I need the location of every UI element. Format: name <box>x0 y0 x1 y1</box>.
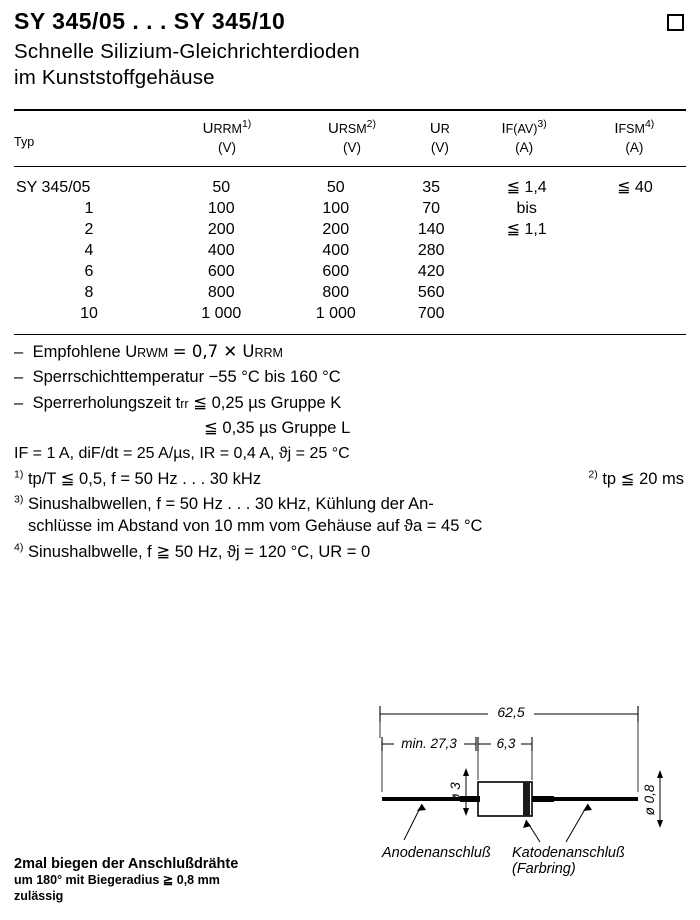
spec-table-body <box>14 167 686 334</box>
bending-note <box>14 855 238 904</box>
cell-ursm: 200 <box>322 220 350 238</box>
column-header-ur: UR (V) <box>429 120 450 156</box>
table-row <box>14 177 686 198</box>
page-subtitle <box>14 39 686 91</box>
dim-label-min-wire: min. 27,3 <box>401 736 457 751</box>
notes-block <box>14 341 686 561</box>
cathode-color-ring <box>523 782 530 816</box>
footnote-4-marker: 4) <box>14 541 24 554</box>
note-test-conditions: IF = 1 A, diF/dt = 25 A/µs, IR = 0,4 A, ϑj = 25 °C <box>14 444 350 462</box>
label-cathode-sub: (Farbring) <box>512 861 576 877</box>
cell-urrm: 800 <box>207 283 235 301</box>
if-av-line-1: ≦ 1,4 <box>506 178 547 196</box>
table-spacer <box>14 324 686 334</box>
dash-bullet: – <box>14 368 24 387</box>
cell-ursm: 800 <box>322 283 350 301</box>
header <box>14 0 686 35</box>
subtitle-line-2: im Kunststoffgehäuse <box>14 66 215 90</box>
package-drawing-svg <box>360 700 690 880</box>
cell-typ: 4 <box>84 241 94 259</box>
cell-ursm: 1 000 <box>315 304 356 322</box>
table-header-row <box>14 111 686 158</box>
footnote-1: $^{1)}$ tp/T ≦ 0,5, f = 50 Hz . . . 30 kHz $^{2)}$ tp ≦ 20 ms <box>14 468 684 488</box>
note-recommended-urwm: – Empfohlene URWM = 0,7 ✕ URRM <box>14 341 283 361</box>
dim-label-body-dia: ø 3 <box>448 782 463 802</box>
cell-typ: 10 <box>80 304 98 322</box>
footnote-3: $^{3)}$ Sinushalbwellen, f = 50 Hz . . . 30 kHz, Kühlung der An- schlüsse im Abstand von 10 mm vom Gehäuse auf ϑa = 45 °C <box>14 493 483 535</box>
subtitle-line-1: Schnelle Silizium-Gleichrichterdioden <box>14 40 360 63</box>
bending-note-line-2: um 180° mit Biegeradius ≧ 0,8 mm <box>14 873 220 888</box>
cell-ur: 35 <box>422 178 441 196</box>
cell-urrm: 600 <box>207 262 235 280</box>
cell-ursm: 50 <box>326 178 345 196</box>
package-drawing <box>360 700 690 880</box>
footnote-2: $^{2)}$ tp ≦ 20 ms <box>588 468 684 488</box>
dash-bullet: – <box>14 393 24 412</box>
cell-ursm: 600 <box>322 262 350 280</box>
column-header-typ: Typ <box>14 135 35 150</box>
footnote-4: $^{4)}$ Sinushalbwelle, f ≧ 50 Hz, ϑj = 120 °C, UR = 0 <box>14 541 371 561</box>
cell-ur: 560 <box>417 283 445 301</box>
cell-typ: 2 <box>84 220 94 238</box>
column-header-urrm: URRM$^{1)}$ (V) <box>202 118 252 156</box>
footnote-2-marker: 2) <box>588 468 598 481</box>
column-header-if-av: IF(AV)$^{3)}$ (A) <box>501 118 547 156</box>
cell-urrm: 1 000 <box>201 304 242 322</box>
spec-table <box>14 111 686 158</box>
cell-typ: SY 345/05 <box>16 178 91 196</box>
bending-note-line-1: 2mal biegen der Anschlußdrähte <box>14 856 239 872</box>
cell-if-av <box>469 177 584 324</box>
label-anode: Anodenanschluß <box>382 845 491 861</box>
note-junction-temperature: – Sperrschichttemperatur −55 °C bis 160 °C <box>14 368 341 387</box>
cell-typ: 1 <box>84 199 94 217</box>
cell-urrm: 400 <box>207 241 235 259</box>
dim-label-wire-dia: ø 0,8 <box>642 784 657 816</box>
label-cathode: Katodenanschluß <box>512 845 625 861</box>
cell-ursm: 100 <box>322 199 350 217</box>
page-title: SY 345/05 . . . SY 345/10 <box>14 8 286 34</box>
footnote-1-marker: 1) <box>14 468 24 481</box>
cell-urrm: 50 <box>212 178 231 196</box>
dash-bullet: – <box>14 342 24 361</box>
note-recovery-time-k: – Sperrerholungszeit trr ≦ 0,25 µs Gruppe K <box>14 393 342 412</box>
if-av-line-3: ≦ 1,1 <box>506 220 547 238</box>
cell-ur: 700 <box>417 304 445 322</box>
cell-ursm: 400 <box>322 241 350 259</box>
table-spacer <box>14 167 686 177</box>
cell-ifsm: ≦ 40 <box>617 178 653 196</box>
cell-ur: 70 <box>422 199 441 217</box>
dim-label-total: 62,5 <box>497 704 525 720</box>
cell-ur: 140 <box>417 220 445 238</box>
divider-table-bottom <box>14 334 686 335</box>
bending-note-line-3: zulässig <box>14 888 64 903</box>
footnote-3-marker: 3) <box>14 493 24 506</box>
cell-ur: 280 <box>417 241 445 259</box>
cell-urrm: 100 <box>207 199 235 217</box>
cell-typ: 8 <box>84 283 94 301</box>
column-header-ursm: URSM$^{2)}$ (V) <box>328 118 377 156</box>
cell-typ: 6 <box>84 262 94 280</box>
if-av-line-2: bis <box>516 199 537 217</box>
column-header-ifsm: IFSM$^{4)}$ (A) <box>614 118 655 156</box>
square-marker-icon <box>667 14 684 31</box>
cell-ur: 420 <box>417 262 445 280</box>
cell-urrm: 200 <box>207 220 235 238</box>
note-recovery-time-l: ≦ 0,35 µs Gruppe L <box>204 419 351 438</box>
dim-label-body: 6,3 <box>496 736 516 751</box>
